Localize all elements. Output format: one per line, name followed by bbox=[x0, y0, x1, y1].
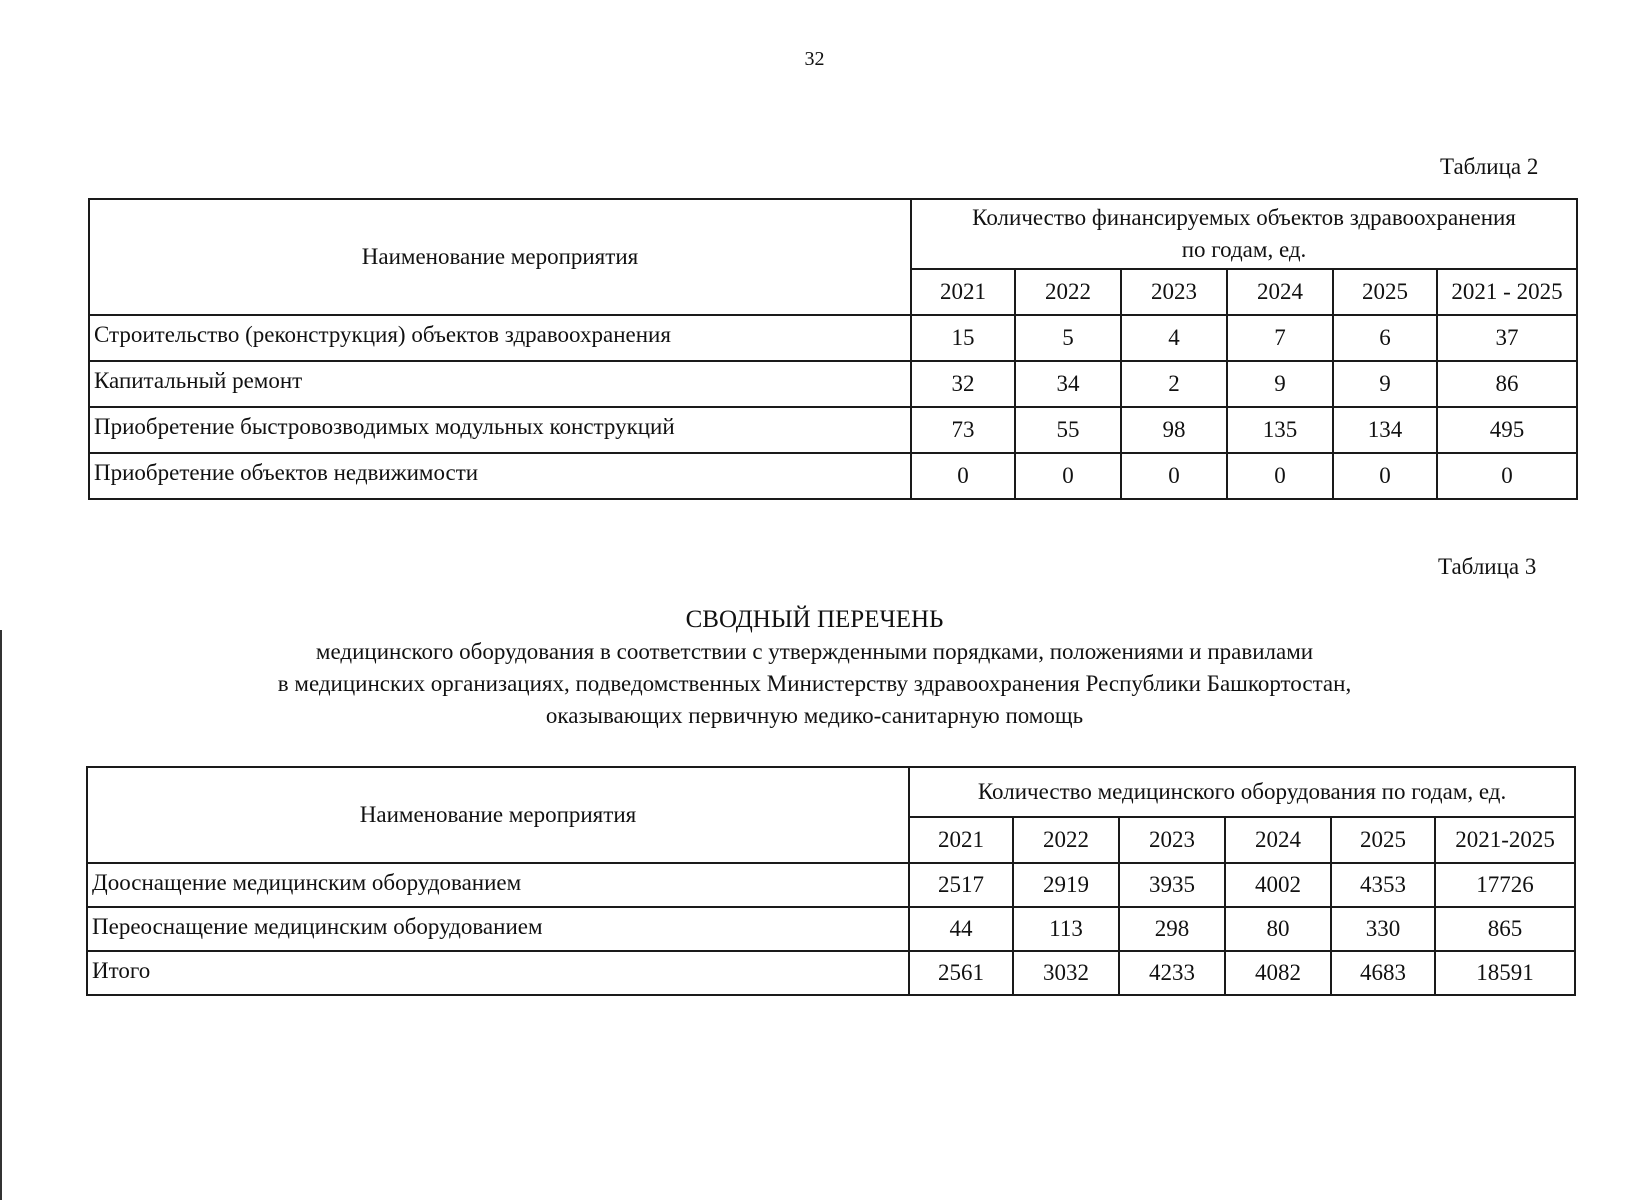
table-cell: 113 bbox=[1013, 907, 1119, 951]
table-cell: 3935 bbox=[1119, 863, 1225, 907]
table2-row-name: Капитальный ремонт bbox=[89, 361, 911, 407]
table-cell: 37 bbox=[1437, 315, 1577, 361]
table-cell: 4683 bbox=[1331, 951, 1435, 995]
table3-year-2024: 2024 bbox=[1225, 817, 1331, 863]
table-cell: 0 bbox=[1227, 453, 1333, 499]
table2-name-header: Наименование мероприятия bbox=[89, 199, 911, 315]
table3-row-name: Дооснащение медицинским оборудованием bbox=[87, 863, 909, 907]
table3-subtitle-line2: в медицинских организациях, подведомственных Министерству здравоохранения Республики Башкортостан, bbox=[277, 671, 1352, 696]
table-cell: 3032 bbox=[1013, 951, 1119, 995]
table-cell: 330 bbox=[1331, 907, 1435, 951]
table3-year-2021: 2021 bbox=[909, 817, 1013, 863]
table-row bbox=[87, 907, 1575, 951]
table-cell: 6 bbox=[1333, 315, 1437, 361]
table-cell: 0 bbox=[1333, 453, 1437, 499]
table-cell: 865 bbox=[1435, 907, 1575, 951]
table-row bbox=[87, 863, 1575, 907]
table3 bbox=[86, 766, 1576, 996]
table-cell: 80 bbox=[1225, 907, 1331, 951]
table2 bbox=[88, 198, 1578, 500]
table3-row-name: Переоснащение медицинским оборудованием bbox=[87, 907, 909, 951]
table2-year-total: 2021 - 2025 bbox=[1437, 269, 1577, 315]
table3-title: СВОДНЫЙ ПЕРЕЧЕНЬ bbox=[685, 606, 944, 633]
table2-row-name: Приобретение быстровозводимых модульных конструкций bbox=[89, 407, 911, 453]
table-cell: 2 bbox=[1121, 361, 1227, 407]
table2-year-2025: 2025 bbox=[1333, 269, 1437, 315]
table3-name-header: Наименование мероприятия bbox=[87, 767, 909, 863]
table-cell: 4353 bbox=[1331, 863, 1435, 907]
table-cell: 135 bbox=[1227, 407, 1333, 453]
table3-title-block bbox=[0, 604, 1629, 732]
table2-group-header bbox=[911, 199, 1577, 269]
table2-group-header-line2: по годам, ед. bbox=[1181, 237, 1307, 262]
table-row bbox=[89, 361, 1577, 407]
table-cell: 73 bbox=[911, 407, 1015, 453]
table-row bbox=[89, 453, 1577, 499]
table-cell: 2561 bbox=[909, 951, 1013, 995]
table-cell: 86 bbox=[1437, 361, 1577, 407]
table-row bbox=[89, 407, 1577, 453]
table3-year-2022: 2022 bbox=[1013, 817, 1119, 863]
table3-caption: Таблица 3 bbox=[1438, 554, 1537, 579]
table-cell: 495 bbox=[1437, 407, 1577, 453]
table2-row-name: Строительство (реконструкция) объектов здравоохранения bbox=[89, 315, 911, 361]
table3-subtitle-line3: оказывающих первичную медико-санитарную помощь bbox=[545, 703, 1084, 728]
table2-year-2022: 2022 bbox=[1015, 269, 1121, 315]
table3-subtitle-line1: медицинского оборудования в соответствии с утвержденными порядками, положениями и правилами bbox=[315, 639, 1314, 664]
table-cell: 5 bbox=[1015, 315, 1121, 361]
table-cell: 134 bbox=[1333, 407, 1437, 453]
table-cell: 7 bbox=[1227, 315, 1333, 361]
table-cell: 0 bbox=[1121, 453, 1227, 499]
table-cell: 0 bbox=[911, 453, 1015, 499]
table3-year-2025: 2025 bbox=[1331, 817, 1435, 863]
table-row bbox=[87, 951, 1575, 995]
table-cell: 98 bbox=[1121, 407, 1227, 453]
table-cell: 4 bbox=[1121, 315, 1227, 361]
table2-group-header-line1: Количество финансируемых объектов здравоохранения bbox=[972, 205, 1516, 230]
table-cell: 44 bbox=[909, 907, 1013, 951]
table2-year-2023: 2023 bbox=[1121, 269, 1227, 315]
table2-caption: Таблица 2 bbox=[1440, 154, 1539, 179]
page-number: 32 bbox=[804, 48, 825, 70]
table3-year-2023: 2023 bbox=[1119, 817, 1225, 863]
table-cell: 4002 bbox=[1225, 863, 1331, 907]
table3-row-name: Итого bbox=[87, 951, 909, 995]
table-cell: 4233 bbox=[1119, 951, 1225, 995]
table-cell: 4082 bbox=[1225, 951, 1331, 995]
table-cell: 32 bbox=[911, 361, 1015, 407]
table-cell: 18591 bbox=[1435, 951, 1575, 995]
table-cell: 2517 bbox=[909, 863, 1013, 907]
table-cell: 0 bbox=[1015, 453, 1121, 499]
table3-group-header: Количество медицинского оборудования по годам, ед. bbox=[909, 767, 1575, 817]
table-cell: 9 bbox=[1227, 361, 1333, 407]
table2-year-2021: 2021 bbox=[911, 269, 1015, 315]
table3-year-total: 2021-2025 bbox=[1435, 817, 1575, 863]
table-row bbox=[89, 315, 1577, 361]
table-cell: 0 bbox=[1437, 453, 1577, 499]
table-cell: 2919 bbox=[1013, 863, 1119, 907]
table-cell: 15 bbox=[911, 315, 1015, 361]
table-cell: 9 bbox=[1333, 361, 1437, 407]
table2-row-name: Приобретение объектов недвижимости bbox=[89, 453, 911, 499]
table-cell: 55 bbox=[1015, 407, 1121, 453]
table-cell: 17726 bbox=[1435, 863, 1575, 907]
table-cell: 298 bbox=[1119, 907, 1225, 951]
table2-year-2024: 2024 bbox=[1227, 269, 1333, 315]
table-cell: 34 bbox=[1015, 361, 1121, 407]
